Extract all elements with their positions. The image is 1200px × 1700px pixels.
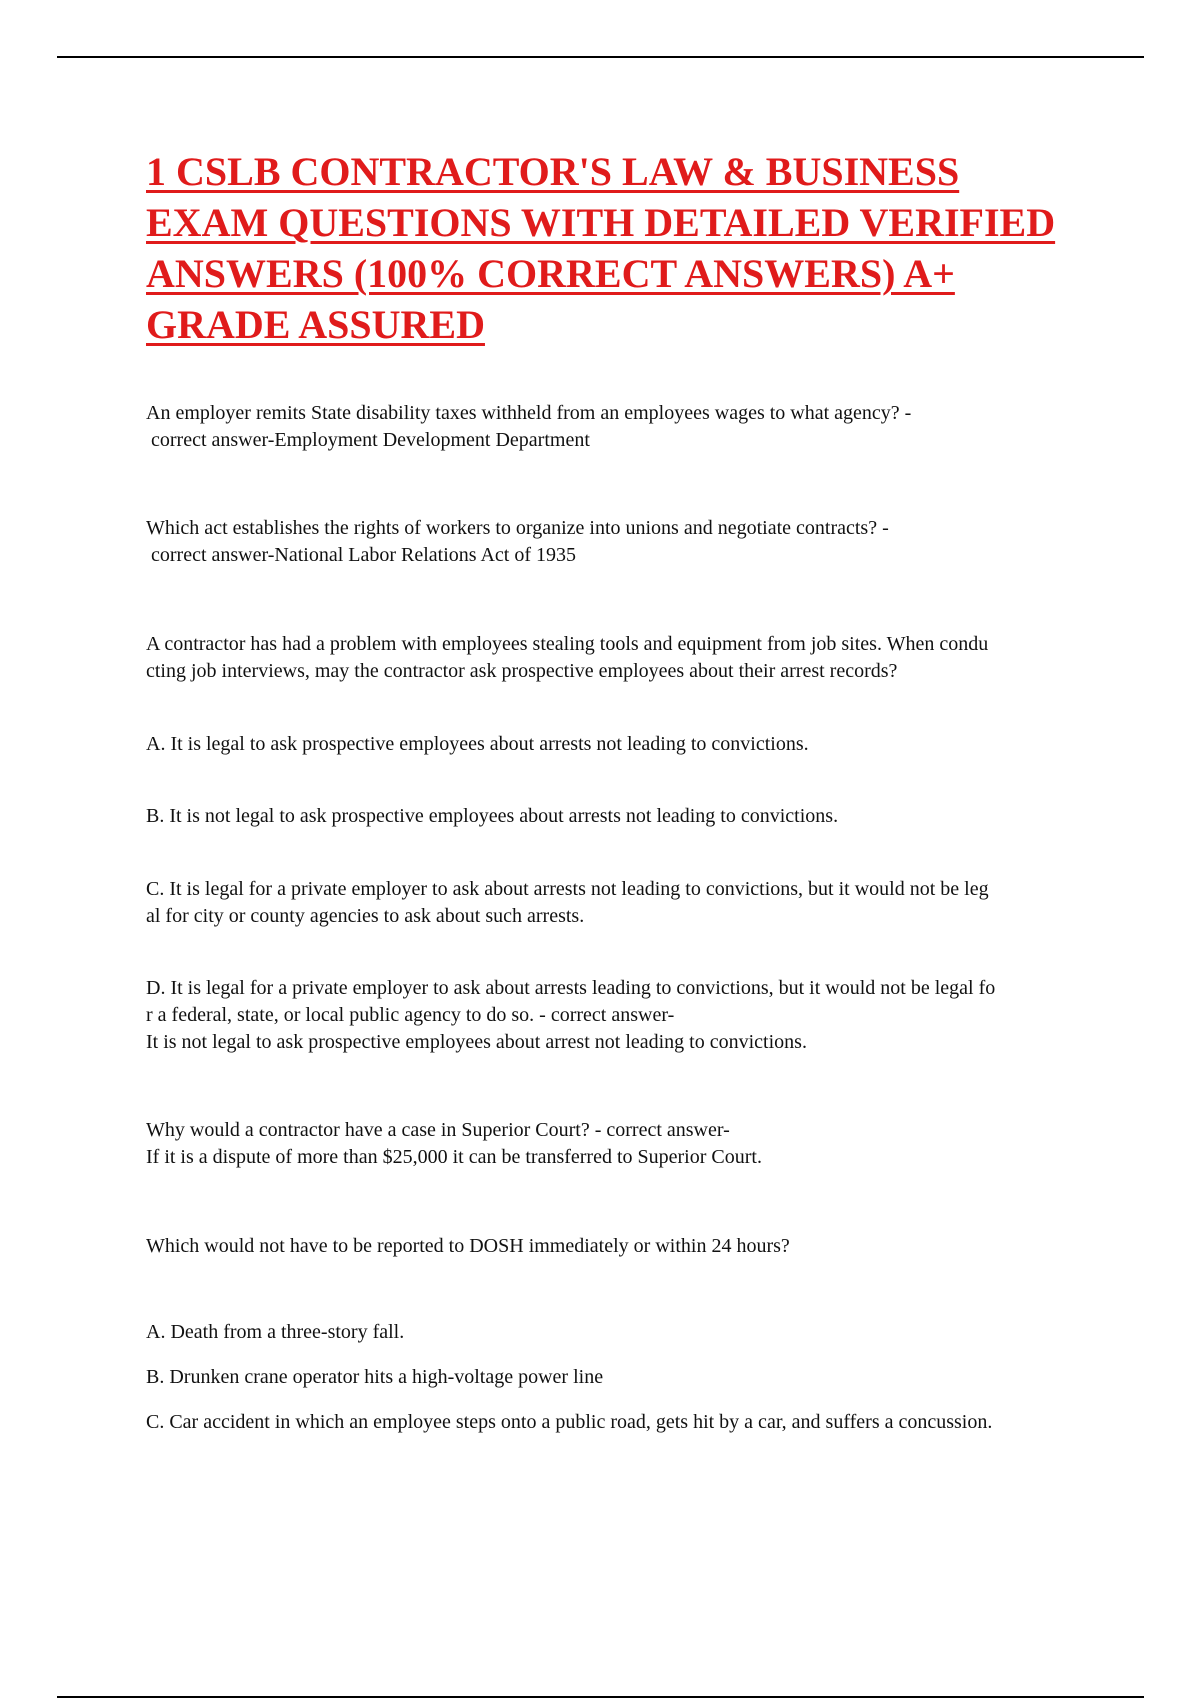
bottom-rule: [57, 1696, 1144, 1698]
top-rule: [57, 56, 1144, 58]
question-arrest-records: A contractor has had a problem with employees stealing tools and equipment from job sites. When condu cting job interviews, may the contractor ask prospective employees about their arrest records?: [146, 633, 989, 682]
document-title: 1 CSLB CONTRACTOR'S LAW & BUSINESS EXAM QUESTIONS WITH DETAILED VERIFIED ANSWERS (100% CORRECT ANSWERS) A+ GRADE ASSURED: [146, 149, 1056, 347]
option-d-arrest-records-with-answer: D. It is legal for a private employer to ask about arrests leading to convictions, but it would not be legal fo r a federal, state, or local public agency to do so. - correct answer- It is not legal to ask prospective employees about arrest not leading to convictions.: [146, 977, 996, 1053]
option-c-arrest-records: C. It is legal for a private employer to ask about arrests not leading to convictions, but it would not be leg al for city or county agencies to ask about such arrests.: [146, 878, 989, 927]
option-a-dosh: A. Death from a three-story fall.: [146, 1321, 405, 1343]
question-workers-unions-act: Which act establishes the rights of workers to organize into unions and negotiate contracts? - correct answer-National Labor Relations Act of 1935: [146, 517, 889, 566]
option-b-dosh: B. Drunken crane operator hits a high-voltage power line: [146, 1366, 604, 1388]
question-employer-disability-taxes: An employer remits State disability taxes withheld from an employees wages to what agency? - correct answer-Employment Development Department: [146, 402, 912, 451]
option-c-dosh: C. Car accident in which an employee steps onto a public road, gets hit by a car, and suffers a concussion.: [146, 1411, 993, 1433]
option-b-arrest-records: B. It is not legal to ask prospective employees about arrests not leading to convictions.: [146, 805, 839, 827]
question-dosh-reporting: Which would not have to be reported to DOSH immediately or within 24 hours?: [146, 1235, 790, 1257]
option-a-arrest-records: A. It is legal to ask prospective employees about arrests not leading to convictions.: [146, 733, 809, 755]
question-superior-court: Why would a contractor have a case in Superior Court? - correct answer- If it is a dispute of more than $25,000 it can be transferred to Superior Court.: [146, 1119, 762, 1168]
